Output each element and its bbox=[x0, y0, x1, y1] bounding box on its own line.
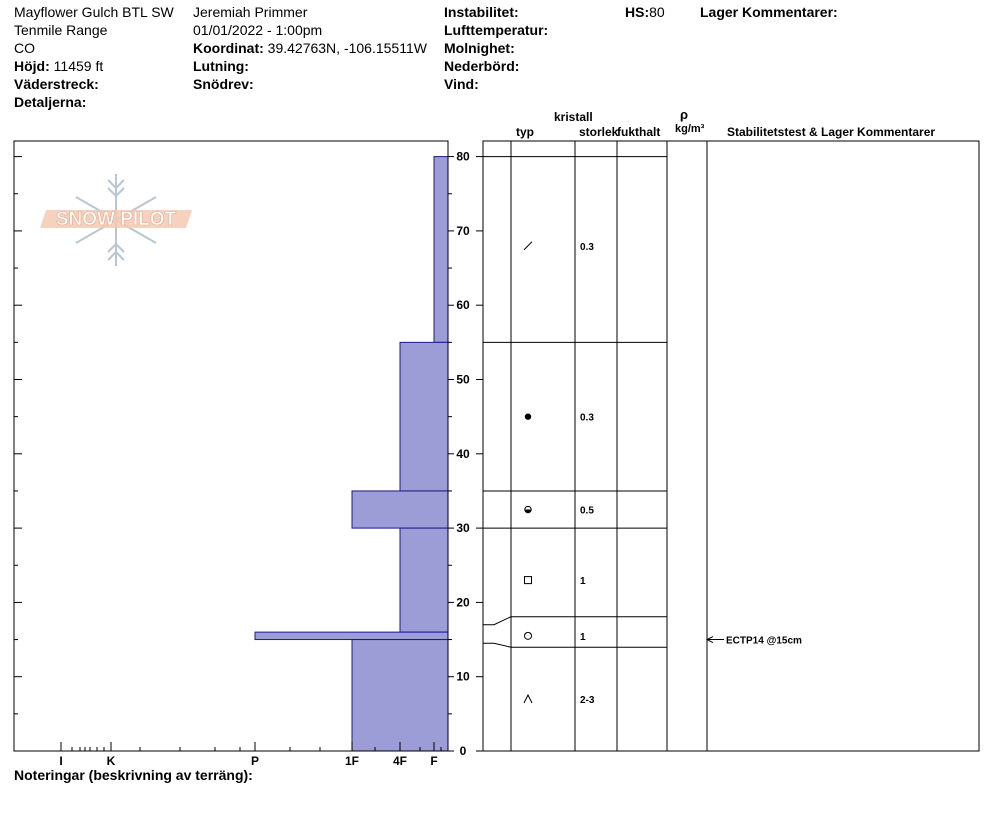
height-tick-label: 60 bbox=[456, 298, 470, 313]
details-label: Detaljerna: bbox=[14, 94, 87, 110]
grain-size-label: 1 bbox=[580, 631, 586, 643]
profile-frame bbox=[483, 141, 979, 751]
moisture-header: fukthalt bbox=[617, 125, 661, 139]
hardness-bar bbox=[400, 342, 448, 491]
height-tick-label: 50 bbox=[456, 372, 470, 387]
hardness-tick-label: K bbox=[106, 754, 116, 768]
wind-label: Vind: bbox=[444, 76, 479, 92]
coordinate-label: Koordinat: bbox=[193, 40, 264, 56]
hs-label: HS: bbox=[625, 4, 650, 20]
type-header: typ bbox=[516, 125, 534, 139]
hardness-tick-label: 1F bbox=[344, 754, 360, 768]
elevation-label: Höjd: bbox=[14, 58, 50, 74]
hardness-tick-label: I bbox=[59, 754, 63, 768]
rho-header: ρ bbox=[680, 107, 689, 122]
coordinate-value: 39.42763N, -106.15511W bbox=[267, 40, 427, 56]
cloud-label: Molnighet: bbox=[444, 40, 515, 56]
decomposing-grain-icon bbox=[524, 242, 532, 250]
airtemp-label: Lufttemperatur: bbox=[444, 22, 549, 38]
height-tick-label: 30 bbox=[456, 521, 470, 536]
grain-size-label: 0.3 bbox=[580, 412, 594, 424]
grain-size-label: 0.5 bbox=[580, 505, 594, 517]
hardness-tick-label: F bbox=[430, 754, 438, 768]
hardness-bar bbox=[400, 528, 448, 632]
height-tick-label: 70 bbox=[456, 223, 470, 238]
location-name: Mayflower Gulch BTL SW bbox=[14, 4, 174, 20]
hardness-bar bbox=[352, 640, 448, 751]
size-header: storlek bbox=[579, 125, 619, 139]
profile-table bbox=[483, 141, 979, 751]
observation-datetime: 01/01/2022 - 1:00pm bbox=[193, 22, 323, 38]
stability-header: Stabilitetstest & Lager Kommentarer bbox=[727, 125, 936, 139]
hardness-bar bbox=[434, 157, 448, 343]
crystal-header: kristall bbox=[554, 110, 593, 124]
range-name: Tenmile Range bbox=[14, 22, 108, 38]
height-tick-label: 20 bbox=[456, 595, 470, 610]
observer-name: Jeremiah Primmer bbox=[193, 4, 308, 20]
aspect-label: Väderstreck: bbox=[14, 76, 99, 92]
grain-size-label: 2-3 bbox=[580, 694, 595, 706]
layer-boundary-jog bbox=[483, 617, 511, 625]
hardness-bars bbox=[255, 157, 448, 751]
hardness-bar bbox=[352, 491, 448, 528]
grain-size-label: 0.3 bbox=[580, 241, 594, 253]
drift-label: Snödrev: bbox=[193, 76, 254, 92]
faceted-grain-icon bbox=[525, 577, 532, 584]
elevation-value: 11459 ft bbox=[53, 58, 104, 74]
state-name: CO bbox=[14, 40, 35, 56]
layer-boundary-jog bbox=[483, 643, 511, 647]
height-tick-label: 0 bbox=[459, 744, 467, 758]
notes-label: Noteringar (beskrivning av terräng): bbox=[14, 767, 253, 783]
height-tick-label: 10 bbox=[456, 669, 470, 684]
rounded-grain-icon bbox=[525, 413, 531, 419]
slope-label: Lutning: bbox=[193, 58, 249, 74]
precip-label: Nederbörd: bbox=[444, 58, 520, 74]
hardness-tick-label: P bbox=[250, 754, 260, 768]
surface-hoar-grain-icon bbox=[525, 632, 532, 639]
hardness-bar bbox=[255, 632, 448, 639]
layer-comments-label: Lager Kommentarer: bbox=[700, 4, 838, 20]
logo-text: SNOW PILOT bbox=[55, 209, 177, 230]
density-unit-header: kg/m³ bbox=[675, 123, 705, 135]
grain-size-label: 1 bbox=[580, 576, 586, 588]
stability-test-label: ECTP14 @15cm bbox=[726, 635, 802, 647]
instability-label: Instabilitet: bbox=[444, 4, 519, 20]
hardness-tick-label: 4F bbox=[392, 754, 408, 768]
height-tick-label: 40 bbox=[456, 446, 470, 461]
height-tick-label: 80 bbox=[456, 149, 470, 164]
hs-value: 80 bbox=[649, 4, 665, 20]
depth-hoar-grain-icon bbox=[524, 695, 532, 703]
